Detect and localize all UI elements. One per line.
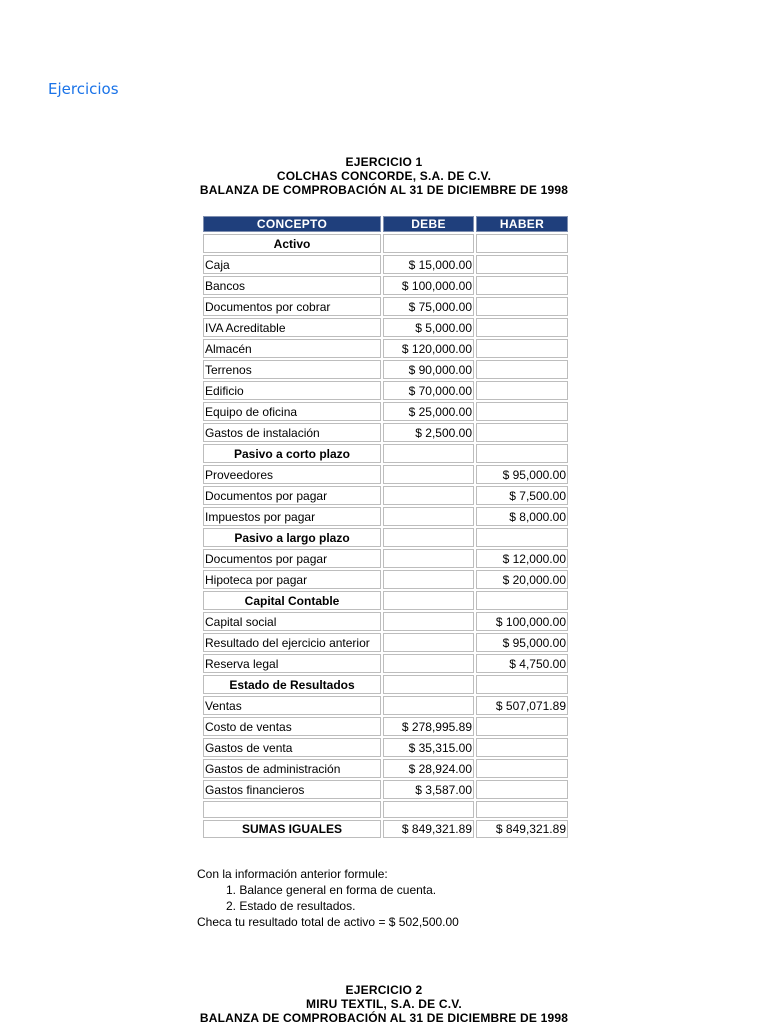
haber-cell [476,675,568,694]
haber-cell [476,717,568,736]
column-header-debe: DEBE [383,216,474,232]
table-section-row [203,528,568,547]
concept-cell: Pasivo a largo plazo [203,528,381,547]
debe-cell: $ 35,315.00 [383,738,474,757]
concept-cell: Gastos financieros [203,780,381,799]
concept-cell: Documentos por pagar [203,486,381,505]
instructions-intro: Con la información anterior formule: [197,867,388,881]
debe-cell: $ 2,500.00 [383,423,474,442]
haber-cell [476,234,568,253]
exercise-2-subtitle: BALANZA DE COMPROBACIÓN AL 31 DE DICIEMBRE DE 1998 [199,1011,569,1024]
concept-cell: Activo [203,234,381,253]
table-row [203,570,568,589]
haber-cell [476,276,568,295]
haber-cell [476,255,568,274]
haber-cell: $ 12,000.00 [476,549,568,568]
table-row [203,486,568,505]
table-section-row [203,675,568,694]
haber-cell [476,801,568,818]
table-row [203,360,568,379]
haber-cell: $ 849,321.89 [476,820,568,838]
table-row [203,759,568,778]
concept-cell: SUMAS IGUALES [203,820,381,838]
table-row [203,612,568,631]
table-row [203,507,568,526]
haber-cell [476,591,568,610]
debe-cell [383,528,474,547]
table-row [203,654,568,673]
table-row [203,717,568,736]
debe-cell: $ 28,924.00 [383,759,474,778]
debe-cell [383,633,474,652]
haber-cell: $ 8,000.00 [476,507,568,526]
concept-cell: Proveedores [203,465,381,484]
haber-cell [476,738,568,757]
haber-cell [476,444,568,463]
debe-cell [383,570,474,589]
table-row [203,633,568,652]
table-section-row [203,591,568,610]
debe-cell [383,486,474,505]
debe-cell [383,675,474,694]
column-header-haber: HABER [476,216,568,232]
exercise-2-number: EJERCICIO 2 [345,983,423,997]
debe-cell [383,696,474,715]
concept-cell [203,801,381,818]
table-row [203,402,568,421]
table-header-row [203,216,568,232]
debe-cell [383,507,474,526]
haber-cell: $ 7,500.00 [476,486,568,505]
haber-cell [476,402,568,421]
table-row [203,738,568,757]
concept-cell: Resultado del ejercicio anterior [203,633,381,652]
debe-cell: $ 3,587.00 [383,780,474,799]
exercise-2-company: MIRU TEXTIL, S.A. DE C.V. [306,997,462,1011]
debe-cell [383,234,474,253]
concept-cell: Equipo de oficina [203,402,381,421]
concept-cell: Ventas [203,696,381,715]
trial-balance-table [201,214,570,840]
table-section-row [203,234,568,253]
section-title: Ejercicios [48,80,119,98]
debe-cell [383,465,474,484]
table-row [203,423,568,442]
debe-cell [383,549,474,568]
concept-cell: IVA Acreditable [203,318,381,337]
concept-cell: Bancos [203,276,381,295]
concept-cell: Terrenos [203,360,381,379]
debe-cell: $ 70,000.00 [383,381,474,400]
debe-cell: $ 5,000.00 [383,318,474,337]
concept-cell: Costo de ventas [203,717,381,736]
concept-cell: Documentos por cobrar [203,297,381,316]
debe-cell: $ 278,995.89 [383,717,474,736]
table-row [203,549,568,568]
haber-cell: $ 95,000.00 [476,633,568,652]
debe-cell: $ 15,000.00 [383,255,474,274]
concept-cell: Gastos de instalación [203,423,381,442]
concept-cell: Impuestos por pagar [203,507,381,526]
table-row [203,297,568,316]
concept-cell: Capital Contable [203,591,381,610]
haber-cell [476,318,568,337]
instructions [197,866,459,930]
haber-cell [476,423,568,442]
haber-cell: $ 20,000.00 [476,570,568,589]
table-section-row [203,444,568,463]
column-header-concepto: CONCEPTO [203,216,381,232]
table-body [203,234,568,838]
concept-cell: Documentos por pagar [203,549,381,568]
table-row [203,465,568,484]
haber-cell [476,780,568,799]
haber-cell: $ 4,750.00 [476,654,568,673]
exercise-1-heading [0,155,768,197]
debe-cell: $ 120,000.00 [383,339,474,358]
table-blank-row [203,801,568,818]
debe-cell [383,612,474,631]
debe-cell: $ 90,000.00 [383,360,474,379]
debe-cell: $ 75,000.00 [383,297,474,316]
instructions-item: 1. Balance general en forma de cuenta. [226,883,437,897]
haber-cell [476,339,568,358]
concept-cell: Gastos de administración [203,759,381,778]
instructions-item: 2. Estado de resultados. [226,899,356,913]
table-total-row [203,820,568,838]
concept-cell: Caja [203,255,381,274]
concept-cell: Pasivo a corto plazo [203,444,381,463]
table-row [203,255,568,274]
haber-cell [476,381,568,400]
debe-cell [383,591,474,610]
exercise-2-heading [0,983,768,1024]
haber-cell: $ 95,000.00 [476,465,568,484]
concept-cell: Edificio [203,381,381,400]
haber-cell [476,360,568,379]
table-row [203,780,568,799]
concept-cell: Capital social [203,612,381,631]
haber-cell: $ 100,000.00 [476,612,568,631]
haber-cell: $ 507,071.89 [476,696,568,715]
debe-cell [383,801,474,818]
debe-cell [383,444,474,463]
debe-cell [383,654,474,673]
debe-cell: $ 25,000.00 [383,402,474,421]
table-row [203,276,568,295]
concept-cell: Hipoteca por pagar [203,570,381,589]
exercise-1-subtitle: BALANZA DE COMPROBACIÓN AL 31 DE DICIEMBRE DE 1998 [199,183,569,197]
debe-cell: $ 100,000.00 [383,276,474,295]
debe-cell: $ 849,321.89 [383,820,474,838]
haber-cell [476,528,568,547]
exercise-1-number: EJERCICIO 1 [345,155,423,169]
haber-cell [476,297,568,316]
table-row [203,696,568,715]
instructions-check: Checa tu resultado total de activo = $ 502,500.00 [197,915,459,929]
concept-cell: Gastos de venta [203,738,381,757]
haber-cell [476,759,568,778]
table-row [203,318,568,337]
table-row [203,339,568,358]
concept-cell: Reserva legal [203,654,381,673]
table-row [203,381,568,400]
exercise-1-company: COLCHAS CONCORDE, S.A. DE C.V. [276,169,492,183]
concept-cell: Estado de Resultados [203,675,381,694]
concept-cell: Almacén [203,339,381,358]
